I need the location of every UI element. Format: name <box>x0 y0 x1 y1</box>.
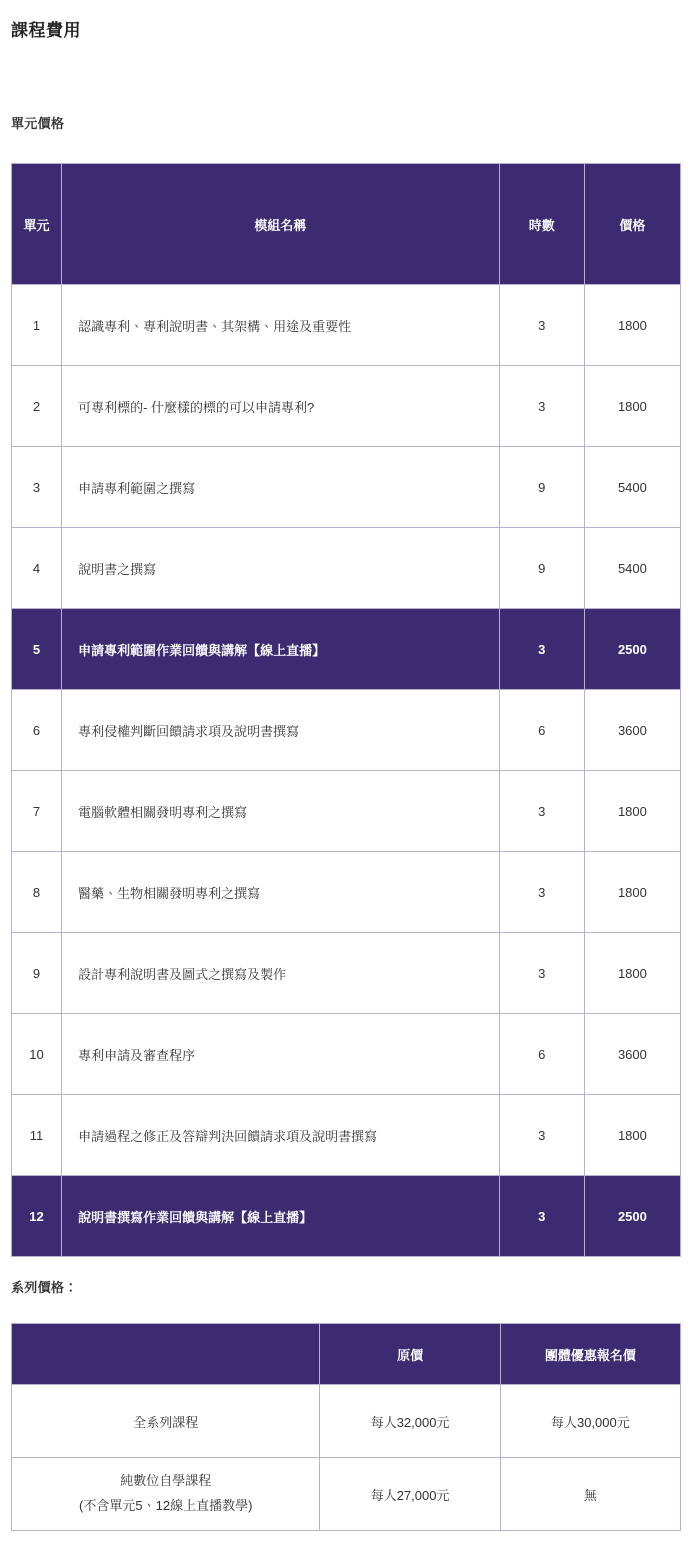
table-row <box>12 528 681 609</box>
cell-price: 1800 <box>584 771 680 852</box>
cell-hours: 3 <box>499 1176 584 1257</box>
cell-unit: 11 <box>12 1095 62 1176</box>
cell-unit: 2 <box>12 366 62 447</box>
table-row <box>12 1458 681 1531</box>
course-name-line-2: (不含單元5、12線上直播教學) <box>79 1498 253 1513</box>
cell-price: 1800 <box>584 285 680 366</box>
column-header-unit: 單元 <box>12 164 62 285</box>
table-row-highlighted <box>12 609 681 690</box>
series-price-table <box>11 1323 681 1531</box>
table-row <box>12 1095 681 1176</box>
table-row <box>12 1385 681 1458</box>
cell-group-price: 無 <box>500 1458 680 1531</box>
cell-module-name: 可專利標的- 什麼樣的標的可以申請專利? <box>62 366 500 447</box>
cell-module-name: 說明書之撰寫 <box>62 528 500 609</box>
cell-unit: 12 <box>12 1176 62 1257</box>
cell-price: 2500 <box>584 1176 680 1257</box>
cell-module-name: 說明書撰寫作業回饋與講解【線上直播】 <box>62 1176 500 1257</box>
table-row <box>12 933 681 1014</box>
table-header-row <box>12 1324 681 1385</box>
cell-module-name: 申請過程之修正及答辯判決回饋請求項及說明書撰寫 <box>62 1095 500 1176</box>
cell-original-price: 每人27,000元 <box>320 1458 500 1531</box>
series-price-label: 系列價格： <box>11 1280 78 1295</box>
cell-module-name: 專利侵權判斷回饋請求項及說明書撰寫 <box>62 690 500 771</box>
table-row <box>12 771 681 852</box>
cell-price: 1800 <box>584 1095 680 1176</box>
cell-unit: 8 <box>12 852 62 933</box>
cell-unit: 6 <box>12 690 62 771</box>
cell-price: 3600 <box>584 1014 680 1095</box>
spacer <box>11 1257 681 1277</box>
cell-price: 2500 <box>584 609 680 690</box>
spacer <box>11 132 681 163</box>
cell-price: 1800 <box>584 852 680 933</box>
table-row <box>12 1014 681 1095</box>
cell-hours: 3 <box>499 366 584 447</box>
cell-hours: 3 <box>499 285 584 366</box>
cell-unit: 1 <box>12 285 62 366</box>
page-title: 課程費用 <box>11 21 81 40</box>
cell-hours: 3 <box>499 771 584 852</box>
cell-course-name: 全系列課程 <box>12 1385 320 1458</box>
cell-hours: 3 <box>499 852 584 933</box>
column-header-hours: 時數 <box>499 164 584 285</box>
column-header-blank <box>12 1324 320 1385</box>
cell-module-name: 申請專利範圍作業回饋與講解【線上直播】 <box>62 609 500 690</box>
cell-unit: 5 <box>12 609 62 690</box>
cell-unit: 3 <box>12 447 62 528</box>
column-header-group-price: 團體優惠報名價 <box>500 1324 680 1385</box>
cell-price: 5400 <box>584 447 680 528</box>
cell-price: 1800 <box>584 933 680 1014</box>
cell-hours: 9 <box>499 528 584 609</box>
cell-module-name: 電腦軟體相關發明專利之撰寫 <box>62 771 500 852</box>
table-row <box>12 366 681 447</box>
table-row <box>12 447 681 528</box>
cell-unit: 10 <box>12 1014 62 1095</box>
column-header-price: 價格 <box>584 164 680 285</box>
cell-module-name: 申請專利範圍之撰寫 <box>62 447 500 528</box>
cell-price: 1800 <box>584 366 680 447</box>
spacer <box>11 1296 681 1323</box>
course-name-line-1: 純數位自學課程 <box>120 1473 212 1489</box>
table-row <box>12 690 681 771</box>
cell-course-name <box>12 1458 320 1531</box>
cell-original-price: 每人32,000元 <box>320 1385 500 1458</box>
cell-hours: 3 <box>499 1095 584 1176</box>
cell-module-name: 醫藥、生物相關發明專利之撰寫 <box>62 852 500 933</box>
table-row-highlighted <box>12 1176 681 1257</box>
cell-module-name: 設計專利說明書及圖式之撰寫及製作 <box>62 933 500 1014</box>
cell-hours: 3 <box>499 933 584 1014</box>
unit-price-label: 單元價格 <box>11 116 65 131</box>
column-header-original-price: 原價 <box>320 1324 500 1385</box>
table-row <box>12 852 681 933</box>
cell-hours: 9 <box>499 447 584 528</box>
cell-price: 5400 <box>584 528 680 609</box>
column-header-module-name: 模組名稱 <box>62 164 500 285</box>
cell-unit: 7 <box>12 771 62 852</box>
cell-unit: 9 <box>12 933 62 1014</box>
cell-unit: 4 <box>12 528 62 609</box>
cell-price: 3600 <box>584 690 680 771</box>
cell-hours: 3 <box>499 609 584 690</box>
cell-group-price: 每人30,000元 <box>500 1385 680 1458</box>
unit-price-table <box>11 163 681 1257</box>
cell-module-name: 認識專利、專利說明書、其架構、用途及重要性 <box>62 285 500 366</box>
spacer <box>11 41 681 113</box>
cell-module-name: 專利申請及審查程序 <box>62 1014 500 1095</box>
cell-hours: 6 <box>499 690 584 771</box>
table-row <box>12 285 681 366</box>
table-header-row <box>12 164 681 285</box>
cell-hours: 6 <box>499 1014 584 1095</box>
